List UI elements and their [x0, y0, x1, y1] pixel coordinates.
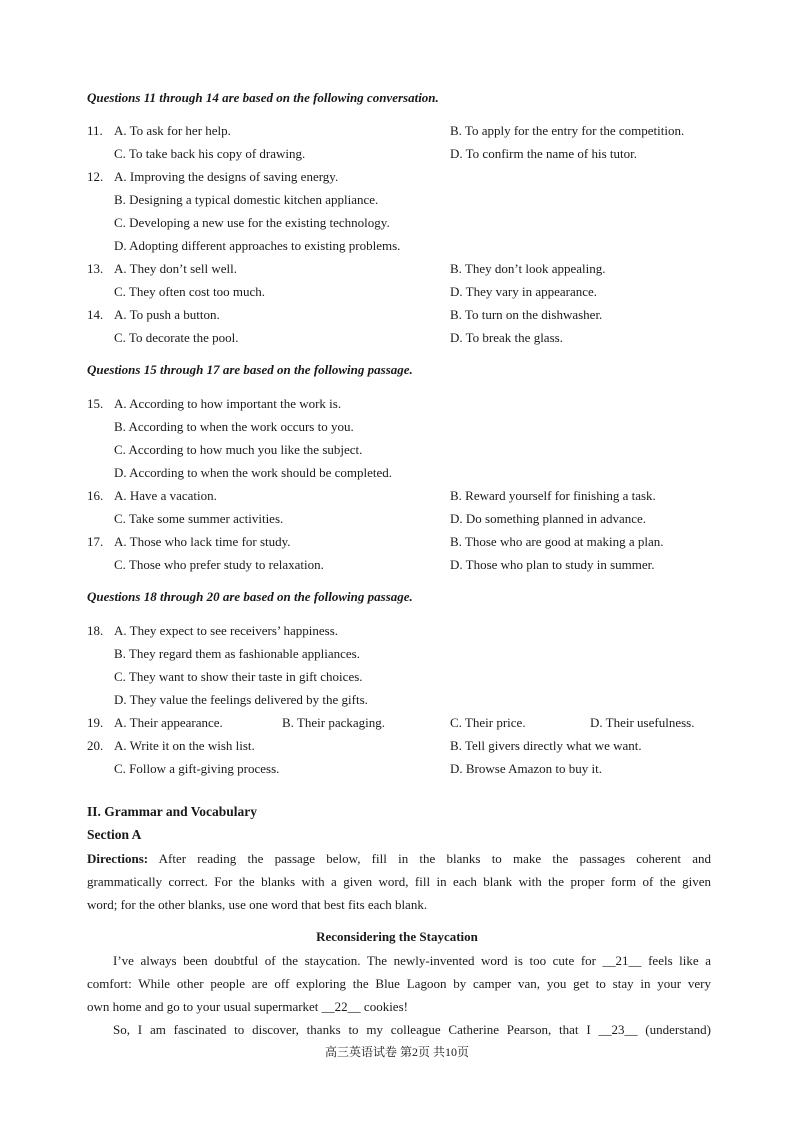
question-number: 15.	[87, 396, 104, 411]
option-c: C. They often cost too much.	[114, 284, 266, 299]
directions	[87, 847, 711, 916]
directions-line-1: Directions: After reading the passage below, fill in the blanks to make the passages coherent and	[87, 851, 711, 866]
section-heading-q18-20: Questions 18 through 20 are based on the following passage.	[87, 589, 413, 604]
option-d: D. To confirm the name of his tutor.	[450, 146, 637, 161]
option-a: A. Improving the designs of saving energy.	[114, 169, 339, 184]
option-b: B. Those who are good at making a plan.	[450, 534, 664, 549]
option-c: C. They want to show their taste in gift choices.	[114, 669, 363, 684]
option-a: A. To ask for her help.	[114, 123, 231, 138]
question-number: 14.	[87, 307, 104, 322]
option-d: D. According to when the work should be completed.	[114, 465, 392, 480]
question-number: 17.	[87, 534, 104, 549]
option-c: C. Their price.	[450, 715, 526, 730]
passage-line-1: I’ve always been doubtful of the staycation. The newly-invented word is too cute for __21__ feels like a	[113, 953, 711, 968]
passage-title: Reconsidering the Staycation	[316, 929, 478, 944]
option-c: C. To decorate the pool.	[114, 330, 239, 345]
option-b: B. Reward yourself for finishing a task.	[450, 488, 656, 503]
option-d: D. Those who plan to study in summer.	[450, 557, 655, 572]
question-number: 11.	[87, 123, 103, 138]
option-b: B. Designing a typical domestic kitchen appliance.	[114, 192, 379, 207]
option-b: B. According to when the work occurs to you.	[114, 419, 354, 434]
directions-line-2: grammatically correct. For the blanks with a given word, fill in each blank with the proper form of the given	[87, 874, 711, 889]
section-heading-q15-17: Questions 15 through 17 are based on the following passage.	[87, 362, 413, 377]
section-heading-q11-14: Questions 11 through 14 are based on the following conversation.	[87, 90, 439, 105]
question-number: 16.	[87, 488, 104, 503]
option-b: B. Their packaging.	[282, 715, 386, 730]
question-number: 20.	[87, 738, 104, 753]
passage-line-2: comfort: While other people are off exploring the Blue Lagoon by camper van, you get to stay in your very	[87, 976, 711, 991]
option-d: D. Do something planned in advance.	[450, 511, 647, 526]
option-c: C. Developing a new use for the existing technology.	[114, 215, 390, 230]
option-d: D. They value the feelings delivered by the gifts.	[114, 692, 368, 707]
directions-line-3: word; for the other blanks, use one word that best fits each blank.	[87, 897, 428, 912]
part-heading: II. Grammar and Vocabulary	[87, 804, 258, 819]
option-d: D. Their usefulness.	[590, 715, 695, 730]
option-b: B. To apply for the entry for the competition.	[450, 123, 685, 138]
option-a: A. They expect to see receivers’ happiness.	[114, 623, 339, 638]
passage-paragraph-2	[87, 1018, 711, 1041]
option-d: D. They vary in appearance.	[450, 284, 598, 299]
option-a: A. Have a vacation.	[114, 488, 217, 503]
option-b: B. They regard them as fashionable appliances.	[114, 646, 360, 661]
option-a: A. To push a button.	[114, 307, 220, 322]
question-number: 18.	[87, 623, 104, 638]
question-number: 12.	[87, 169, 104, 184]
section-label: Section A	[87, 827, 142, 842]
question-number: 13.	[87, 261, 104, 276]
option-c: C. To take back his copy of drawing.	[114, 146, 306, 161]
directions-label: Directions:	[87, 851, 149, 866]
question-number: 19.	[87, 715, 104, 730]
option-a: A. According to how important the work is.	[114, 396, 342, 411]
passage-paragraph-1	[87, 949, 711, 1018]
option-b: B. They don’t look appealing.	[450, 261, 606, 276]
option-a: A. They don’t sell well.	[114, 261, 238, 276]
passage-line-4: So, I am fascinated to discover, thanks to my colleague Catherine Pearson, that I __23__ (understand)	[113, 1022, 711, 1037]
option-c: C. Follow a gift-giving process.	[114, 761, 280, 776]
option-b: B. To turn on the dishwasher.	[450, 307, 603, 322]
option-c: C. Take some summer activities.	[114, 511, 284, 526]
option-a: A. Those who lack time for study.	[114, 534, 291, 549]
option-a: A. Write it on the wish list.	[114, 738, 255, 753]
option-c: C. Those who prefer study to relaxation.	[114, 557, 324, 572]
passage-line-3: own home and go to your usual supermarket __22__ cookies!	[87, 999, 408, 1014]
option-c: C. According to how much you like the subject.	[114, 442, 363, 457]
option-a: A. Their appearance.	[114, 715, 223, 730]
page-footer: 高三英语试卷 第2页 共10页	[324, 1045, 469, 1059]
option-b: B. Tell givers directly what we want.	[450, 738, 642, 753]
option-d: D. Browse Amazon to buy it.	[450, 761, 603, 776]
option-d: D. Adopting different approaches to existing problems.	[114, 238, 401, 253]
option-d: D. To break the glass.	[450, 330, 563, 345]
